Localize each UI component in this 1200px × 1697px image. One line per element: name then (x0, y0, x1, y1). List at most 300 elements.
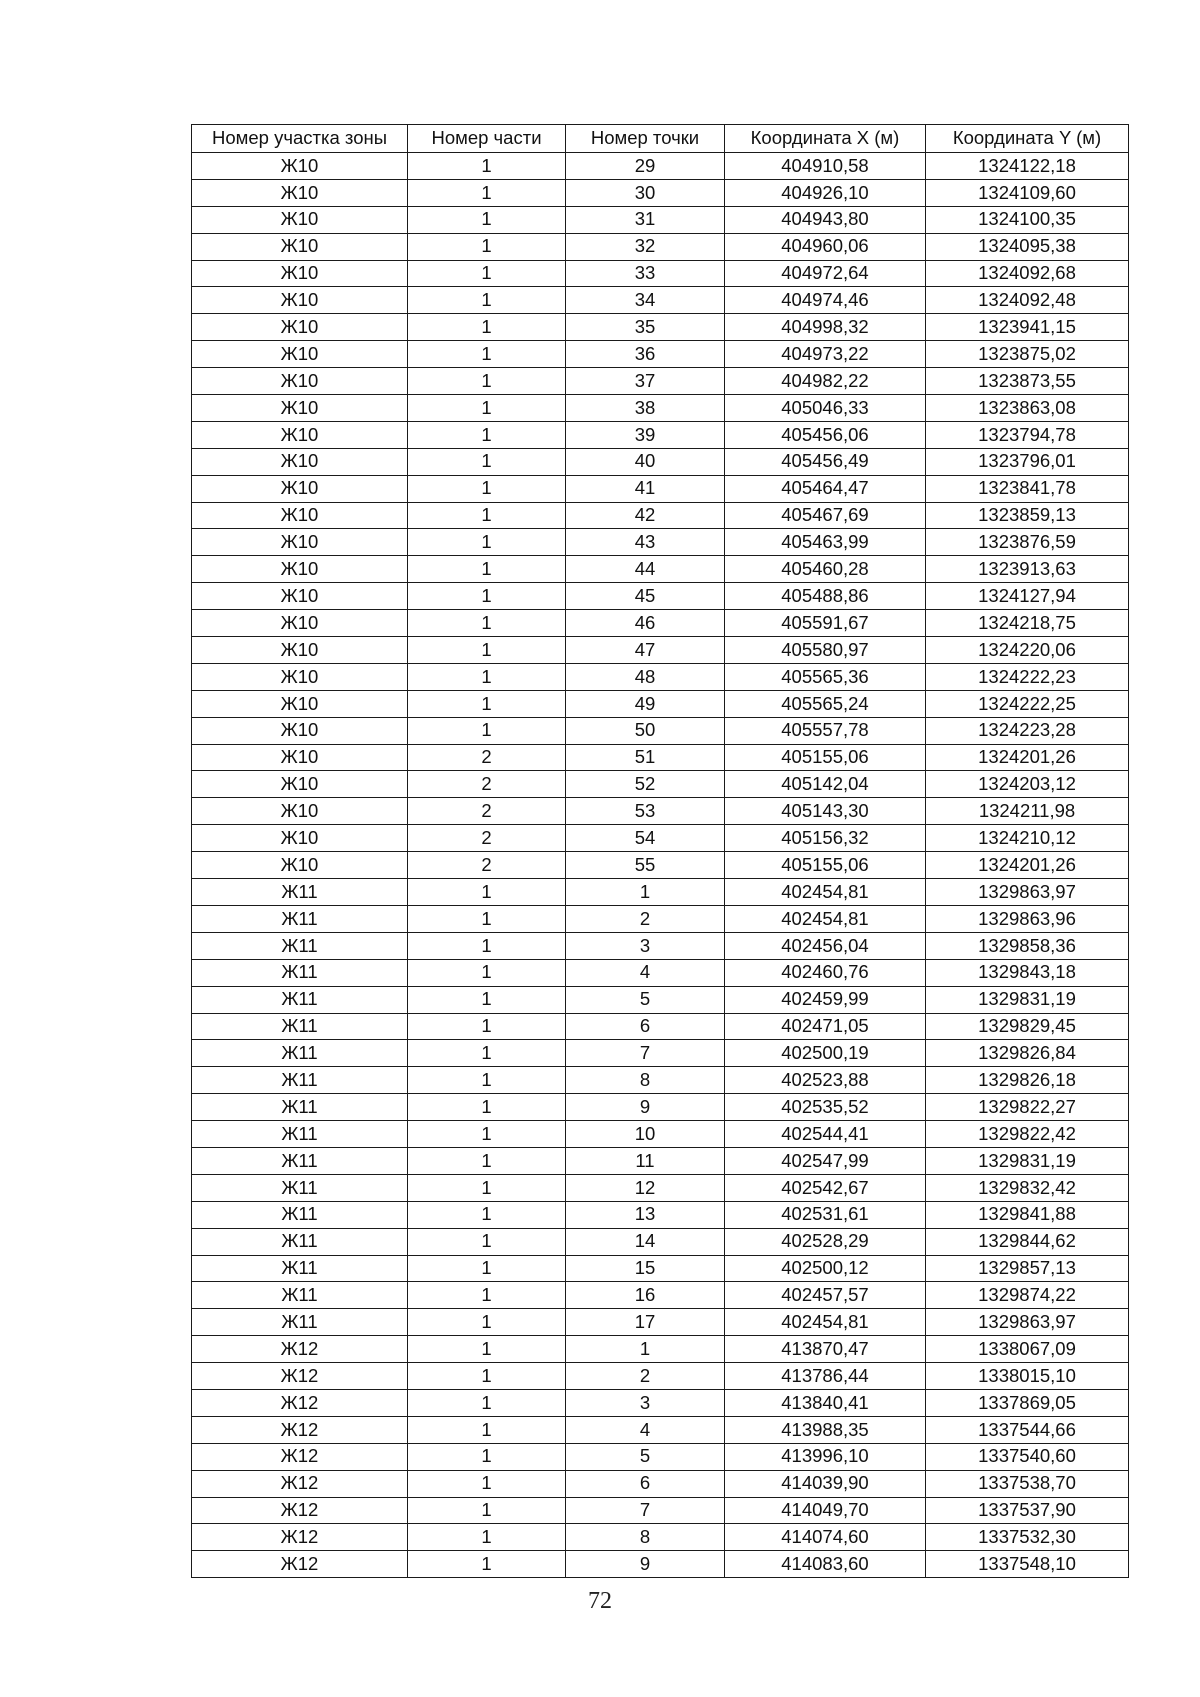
table-row (192, 610, 1129, 637)
table-row (192, 771, 1129, 798)
table-row (192, 583, 1129, 610)
table-row (192, 798, 1129, 825)
page-number: 72 (588, 1588, 612, 1614)
zone-number-cell: Ж10 (192, 260, 408, 287)
coordinate-x-cell: 405456,49 (725, 448, 926, 475)
coordinate-y-cell: 1324095,38 (926, 233, 1129, 260)
zone-number-cell: Ж12 (192, 1470, 408, 1497)
coordinate-y-cell: 1338015,10 (926, 1363, 1129, 1390)
point-number-cell: 9 (566, 1094, 725, 1121)
coordinate-x-header: Координата X (м) (725, 125, 926, 153)
part-number-cell: 1 (408, 475, 566, 502)
coordinate-y-cell: 1324218,75 (926, 610, 1129, 637)
coordinate-x-cell: 402531,61 (725, 1201, 926, 1228)
coordinate-x-cell: 402528,29 (725, 1228, 926, 1255)
table-row (192, 1551, 1129, 1578)
point-number-cell: 54 (566, 825, 725, 852)
coordinate-y-cell: 1324127,94 (926, 583, 1129, 610)
coordinate-y-cell: 1323875,02 (926, 341, 1129, 368)
zone-number-cell: Ж11 (192, 1228, 408, 1255)
part-number-cell: 1 (408, 395, 566, 422)
part-number-cell: 1 (408, 932, 566, 959)
table-row (192, 233, 1129, 260)
coordinates-table (191, 124, 1129, 1578)
zone-number-cell: Ж12 (192, 1363, 408, 1390)
point-number-cell: 1 (566, 879, 725, 906)
coordinate-x-cell: 404998,32 (725, 314, 926, 341)
part-number-cell: 1 (408, 1416, 566, 1443)
part-number-cell: 1 (408, 1389, 566, 1416)
part-number-cell: 1 (408, 179, 566, 206)
part-number-cell: 1 (408, 1228, 566, 1255)
coordinate-y-cell: 1337537,90 (926, 1497, 1129, 1524)
point-number-cell: 6 (566, 1013, 725, 1040)
table-row (192, 825, 1129, 852)
table-row (192, 1201, 1129, 1228)
part-number-cell: 1 (408, 206, 566, 233)
zone-number-cell: Ж12 (192, 1336, 408, 1363)
coordinate-x-cell: 402457,57 (725, 1282, 926, 1309)
coordinate-y-cell: 1329831,19 (926, 1147, 1129, 1174)
coordinate-x-cell: 402456,04 (725, 932, 926, 959)
part-number-cell: 1 (408, 502, 566, 529)
part-number-cell: 1 (408, 959, 566, 986)
zone-number-cell: Ж10 (192, 825, 408, 852)
coordinate-x-cell: 405557,78 (725, 717, 926, 744)
zone-number-cell: Ж12 (192, 1389, 408, 1416)
coordinate-x-cell: 404974,46 (725, 287, 926, 314)
point-number-cell: 12 (566, 1174, 725, 1201)
point-number-cell: 39 (566, 421, 725, 448)
table-row (192, 1443, 1129, 1470)
table-row (192, 529, 1129, 556)
coordinate-y-cell: 1324122,18 (926, 153, 1129, 180)
point-number-cell: 44 (566, 556, 725, 583)
zone-number-header: Номер участка зоны (192, 125, 408, 153)
coordinate-x-cell: 413840,41 (725, 1389, 926, 1416)
table-row (192, 1282, 1129, 1309)
coordinate-y-cell: 1324210,12 (926, 825, 1129, 852)
zone-number-cell: Ж11 (192, 1121, 408, 1148)
zone-number-cell: Ж10 (192, 179, 408, 206)
coordinate-y-cell: 1324201,26 (926, 852, 1129, 879)
coordinate-y-cell: 1329863,97 (926, 879, 1129, 906)
zone-number-cell: Ж11 (192, 1309, 408, 1336)
table-row (192, 260, 1129, 287)
zone-number-cell: Ж12 (192, 1551, 408, 1578)
coordinate-x-cell: 414039,90 (725, 1470, 926, 1497)
coordinate-x-cell: 414074,60 (725, 1524, 926, 1551)
point-number-cell: 3 (566, 932, 725, 959)
point-number-cell: 1 (566, 1336, 725, 1363)
coordinate-x-cell: 402454,81 (725, 905, 926, 932)
coordinate-y-cell: 1337548,10 (926, 1551, 1129, 1578)
point-number-cell: 55 (566, 852, 725, 879)
part-number-cell: 1 (408, 1201, 566, 1228)
coordinate-x-cell: 402523,88 (725, 1067, 926, 1094)
zone-number-cell: Ж10 (192, 287, 408, 314)
part-number-cell: 1 (408, 663, 566, 690)
coordinate-x-cell: 402547,99 (725, 1147, 926, 1174)
coordinate-y-cell: 1324222,25 (926, 690, 1129, 717)
zone-number-cell: Ж11 (192, 1174, 408, 1201)
zone-number-cell: Ж11 (192, 1013, 408, 1040)
coordinate-x-cell: 405488,86 (725, 583, 926, 610)
table-row (192, 1094, 1129, 1121)
coordinate-x-cell: 405155,06 (725, 852, 926, 879)
point-number-cell: 48 (566, 663, 725, 690)
coordinate-x-cell: 405143,30 (725, 798, 926, 825)
table-row (192, 717, 1129, 744)
point-number-cell: 10 (566, 1121, 725, 1148)
zone-number-cell: Ж10 (192, 475, 408, 502)
zone-number-cell: Ж10 (192, 314, 408, 341)
table-row (192, 287, 1129, 314)
coordinate-y-header: Координата Y (м) (926, 125, 1129, 153)
point-number-cell: 8 (566, 1524, 725, 1551)
table-row (192, 1336, 1129, 1363)
point-number-cell: 15 (566, 1255, 725, 1282)
coordinate-x-cell: 413786,44 (725, 1363, 926, 1390)
part-number-cell: 1 (408, 1147, 566, 1174)
part-number-cell: 1 (408, 1363, 566, 1390)
coordinate-y-cell: 1324223,28 (926, 717, 1129, 744)
point-number-cell: 6 (566, 1470, 725, 1497)
coordinate-x-cell: 405460,28 (725, 556, 926, 583)
coordinate-x-cell: 405463,99 (725, 529, 926, 556)
part-number-cell: 1 (408, 1524, 566, 1551)
point-number-header: Номер точки (566, 125, 725, 153)
point-number-cell: 43 (566, 529, 725, 556)
table-row (192, 663, 1129, 690)
zone-number-cell: Ж10 (192, 798, 408, 825)
coordinate-x-cell: 413996,10 (725, 1443, 926, 1470)
table-row (192, 637, 1129, 664)
coordinate-x-cell: 404926,10 (725, 179, 926, 206)
point-number-cell: 2 (566, 905, 725, 932)
coordinate-x-cell: 402500,19 (725, 1040, 926, 1067)
coordinate-y-cell: 1324222,23 (926, 663, 1129, 690)
coordinate-x-cell: 402544,41 (725, 1121, 926, 1148)
point-number-cell: 16 (566, 1282, 725, 1309)
table-row (192, 690, 1129, 717)
zone-number-cell: Ж12 (192, 1497, 408, 1524)
table-row (192, 932, 1129, 959)
table-row (192, 852, 1129, 879)
part-number-cell: 2 (408, 825, 566, 852)
table-row (192, 368, 1129, 395)
coordinate-y-cell: 1324201,26 (926, 744, 1129, 771)
zone-number-cell: Ж10 (192, 153, 408, 180)
coordinate-x-cell: 404960,06 (725, 233, 926, 260)
part-number-cell: 1 (408, 717, 566, 744)
table-row (192, 879, 1129, 906)
zone-number-cell: Ж10 (192, 717, 408, 744)
table-row (192, 314, 1129, 341)
zone-number-cell: Ж11 (192, 1255, 408, 1282)
part-number-cell: 1 (408, 448, 566, 475)
zone-number-cell: Ж11 (192, 932, 408, 959)
table-row (192, 206, 1129, 233)
part-number-cell: 1 (408, 1470, 566, 1497)
zone-number-cell: Ж11 (192, 959, 408, 986)
point-number-cell: 5 (566, 986, 725, 1013)
coordinate-y-cell: 1329857,13 (926, 1255, 1129, 1282)
table-row (192, 395, 1129, 422)
part-number-cell: 1 (408, 233, 566, 260)
zone-number-cell: Ж10 (192, 744, 408, 771)
coordinate-x-cell: 404982,22 (725, 368, 926, 395)
coordinate-y-cell: 1329832,42 (926, 1174, 1129, 1201)
zone-number-cell: Ж11 (192, 1201, 408, 1228)
zone-number-cell: Ж10 (192, 690, 408, 717)
zone-number-cell: Ж11 (192, 879, 408, 906)
table-row (192, 1174, 1129, 1201)
coordinate-y-cell: 1329863,96 (926, 905, 1129, 932)
coordinate-x-cell: 405467,69 (725, 502, 926, 529)
coordinate-y-cell: 1323859,13 (926, 502, 1129, 529)
table-row (192, 1309, 1129, 1336)
point-number-cell: 17 (566, 1309, 725, 1336)
part-number-cell: 1 (408, 368, 566, 395)
coordinate-y-cell: 1337540,60 (926, 1443, 1129, 1470)
table-row (192, 421, 1129, 448)
point-number-cell: 33 (566, 260, 725, 287)
zone-number-cell: Ж11 (192, 986, 408, 1013)
point-number-cell: 53 (566, 798, 725, 825)
part-number-cell: 1 (408, 260, 566, 287)
coordinate-x-cell: 414049,70 (725, 1497, 926, 1524)
table-row (192, 1228, 1129, 1255)
point-number-cell: 4 (566, 1416, 725, 1443)
zone-number-cell: Ж10 (192, 448, 408, 475)
coordinate-y-cell: 1329858,36 (926, 932, 1129, 959)
coordinate-y-cell: 1323863,08 (926, 395, 1129, 422)
coordinate-x-cell: 404943,80 (725, 206, 926, 233)
coordinate-y-cell: 1329844,62 (926, 1228, 1129, 1255)
point-number-cell: 2 (566, 1363, 725, 1390)
part-number-cell: 1 (408, 421, 566, 448)
table-row (192, 1497, 1129, 1524)
point-number-cell: 14 (566, 1228, 725, 1255)
coordinate-y-cell: 1324203,12 (926, 771, 1129, 798)
point-number-cell: 3 (566, 1389, 725, 1416)
zone-number-cell: Ж10 (192, 771, 408, 798)
part-number-cell: 1 (408, 1067, 566, 1094)
zone-number-cell: Ж10 (192, 663, 408, 690)
coordinate-y-cell: 1329831,19 (926, 986, 1129, 1013)
part-number-cell: 2 (408, 744, 566, 771)
zone-number-cell: Ж10 (192, 610, 408, 637)
point-number-cell: 29 (566, 153, 725, 180)
part-number-cell: 1 (408, 1309, 566, 1336)
table-row (192, 1121, 1129, 1148)
zone-number-cell: Ж10 (192, 341, 408, 368)
zone-number-cell: Ж10 (192, 502, 408, 529)
table-row (192, 475, 1129, 502)
coordinate-y-cell: 1324092,48 (926, 287, 1129, 314)
zone-number-cell: Ж10 (192, 529, 408, 556)
coordinate-x-cell: 405464,47 (725, 475, 926, 502)
coordinate-x-cell: 402542,67 (725, 1174, 926, 1201)
part-number-cell: 1 (408, 1013, 566, 1040)
coordinate-y-cell: 1323841,78 (926, 475, 1129, 502)
point-number-cell: 40 (566, 448, 725, 475)
point-number-cell: 50 (566, 717, 725, 744)
zone-number-cell: Ж11 (192, 1040, 408, 1067)
part-number-cell: 1 (408, 1174, 566, 1201)
table-row (192, 905, 1129, 932)
coordinate-y-cell: 1329826,84 (926, 1040, 1129, 1067)
zone-number-cell: Ж10 (192, 421, 408, 448)
table-row (192, 1147, 1129, 1174)
table-row (192, 986, 1129, 1013)
coordinate-x-cell: 405046,33 (725, 395, 926, 422)
coordinate-x-cell: 402459,99 (725, 986, 926, 1013)
coordinate-x-cell: 405142,04 (725, 771, 926, 798)
table-row (192, 959, 1129, 986)
part-number-cell: 1 (408, 637, 566, 664)
point-number-cell: 38 (566, 395, 725, 422)
coordinate-x-cell: 404973,22 (725, 341, 926, 368)
coordinate-x-cell: 402471,05 (725, 1013, 926, 1040)
part-number-cell: 1 (408, 1551, 566, 1578)
part-number-cell: 2 (408, 852, 566, 879)
point-number-cell: 49 (566, 690, 725, 717)
point-number-cell: 8 (566, 1067, 725, 1094)
point-number-cell: 37 (566, 368, 725, 395)
coordinate-y-cell: 1338067,09 (926, 1336, 1129, 1363)
table-row (192, 1040, 1129, 1067)
coordinate-y-cell: 1329874,22 (926, 1282, 1129, 1309)
zone-number-cell: Ж11 (192, 1067, 408, 1094)
zone-number-cell: Ж10 (192, 852, 408, 879)
part-number-cell: 1 (408, 314, 566, 341)
zone-number-cell: Ж10 (192, 556, 408, 583)
zone-number-cell: Ж11 (192, 1094, 408, 1121)
coordinate-x-cell: 402535,52 (725, 1094, 926, 1121)
zone-number-cell: Ж12 (192, 1416, 408, 1443)
coordinate-x-cell: 405591,67 (725, 610, 926, 637)
table-row (192, 1013, 1129, 1040)
part-number-cell: 1 (408, 1336, 566, 1363)
part-number-cell: 1 (408, 879, 566, 906)
part-number-cell: 1 (408, 153, 566, 180)
coordinate-x-cell: 413988,35 (725, 1416, 926, 1443)
coordinate-y-cell: 1329829,45 (926, 1013, 1129, 1040)
coordinate-y-cell: 1323941,15 (926, 314, 1129, 341)
zone-number-cell: Ж10 (192, 233, 408, 260)
point-number-cell: 13 (566, 1201, 725, 1228)
point-number-cell: 34 (566, 287, 725, 314)
table-row (192, 1470, 1129, 1497)
part-number-cell: 1 (408, 610, 566, 637)
coordinate-x-cell: 413870,47 (725, 1336, 926, 1363)
point-number-cell: 36 (566, 341, 725, 368)
coordinate-x-cell: 402460,76 (725, 959, 926, 986)
coordinate-x-cell: 402454,81 (725, 1309, 926, 1336)
coordinate-y-cell: 1337869,05 (926, 1389, 1129, 1416)
coordinate-x-cell: 405155,06 (725, 744, 926, 771)
part-number-cell: 1 (408, 1255, 566, 1282)
coordinate-x-cell: 405565,36 (725, 663, 926, 690)
point-number-cell: 35 (566, 314, 725, 341)
zone-number-cell: Ж12 (192, 1524, 408, 1551)
table-row (192, 1255, 1129, 1282)
point-number-cell: 46 (566, 610, 725, 637)
part-number-cell: 1 (408, 341, 566, 368)
point-number-cell: 11 (566, 1147, 725, 1174)
point-number-cell: 5 (566, 1443, 725, 1470)
zone-number-cell: Ж10 (192, 368, 408, 395)
table-body (192, 153, 1129, 1578)
zone-number-cell: Ж10 (192, 637, 408, 664)
coordinate-y-cell: 1323876,59 (926, 529, 1129, 556)
point-number-cell: 52 (566, 771, 725, 798)
table-header (192, 125, 1129, 153)
coordinate-y-cell: 1329843,18 (926, 959, 1129, 986)
coordinate-y-cell: 1337532,30 (926, 1524, 1129, 1551)
table-row (192, 744, 1129, 771)
point-number-cell: 42 (566, 502, 725, 529)
coordinate-y-cell: 1329841,88 (926, 1201, 1129, 1228)
table-row (192, 1067, 1129, 1094)
coordinate-y-cell: 1337538,70 (926, 1470, 1129, 1497)
coordinate-y-cell: 1324109,60 (926, 179, 1129, 206)
part-number-cell: 1 (408, 1282, 566, 1309)
coordinate-x-cell: 405156,32 (725, 825, 926, 852)
table-row (192, 1416, 1129, 1443)
point-number-cell: 7 (566, 1497, 725, 1524)
zone-number-cell: Ж11 (192, 1147, 408, 1174)
coordinate-x-cell: 405456,06 (725, 421, 926, 448)
point-number-cell: 7 (566, 1040, 725, 1067)
table-row (192, 341, 1129, 368)
part-number-cell: 1 (408, 1040, 566, 1067)
part-number-cell: 1 (408, 529, 566, 556)
table-row (192, 556, 1129, 583)
coordinate-y-cell: 1329826,18 (926, 1067, 1129, 1094)
point-number-cell: 32 (566, 233, 725, 260)
coordinate-x-cell: 404972,64 (725, 260, 926, 287)
coordinate-y-cell: 1323913,63 (926, 556, 1129, 583)
part-number-cell: 1 (408, 1094, 566, 1121)
point-number-cell: 41 (566, 475, 725, 502)
table-header-row (192, 125, 1129, 153)
coordinate-x-cell: 402454,81 (725, 879, 926, 906)
table-row (192, 1363, 1129, 1390)
table-row (192, 153, 1129, 180)
part-number-cell: 1 (408, 1121, 566, 1148)
coordinate-y-cell: 1323794,78 (926, 421, 1129, 448)
part-number-cell: 2 (408, 771, 566, 798)
zone-number-cell: Ж11 (192, 1282, 408, 1309)
part-number-cell: 1 (408, 1497, 566, 1524)
coordinate-x-cell: 404910,58 (725, 153, 926, 180)
point-number-cell: 4 (566, 959, 725, 986)
part-number-cell: 1 (408, 287, 566, 314)
part-number-cell: 1 (408, 556, 566, 583)
coordinate-y-cell: 1329863,97 (926, 1309, 1129, 1336)
part-number-cell: 1 (408, 986, 566, 1013)
coordinate-y-cell: 1323873,55 (926, 368, 1129, 395)
part-number-cell: 1 (408, 1443, 566, 1470)
coordinate-x-cell: 402500,12 (725, 1255, 926, 1282)
part-number-cell: 1 (408, 583, 566, 610)
coordinate-y-cell: 1329822,42 (926, 1121, 1129, 1148)
zone-number-cell: Ж10 (192, 583, 408, 610)
part-number-cell: 1 (408, 905, 566, 932)
